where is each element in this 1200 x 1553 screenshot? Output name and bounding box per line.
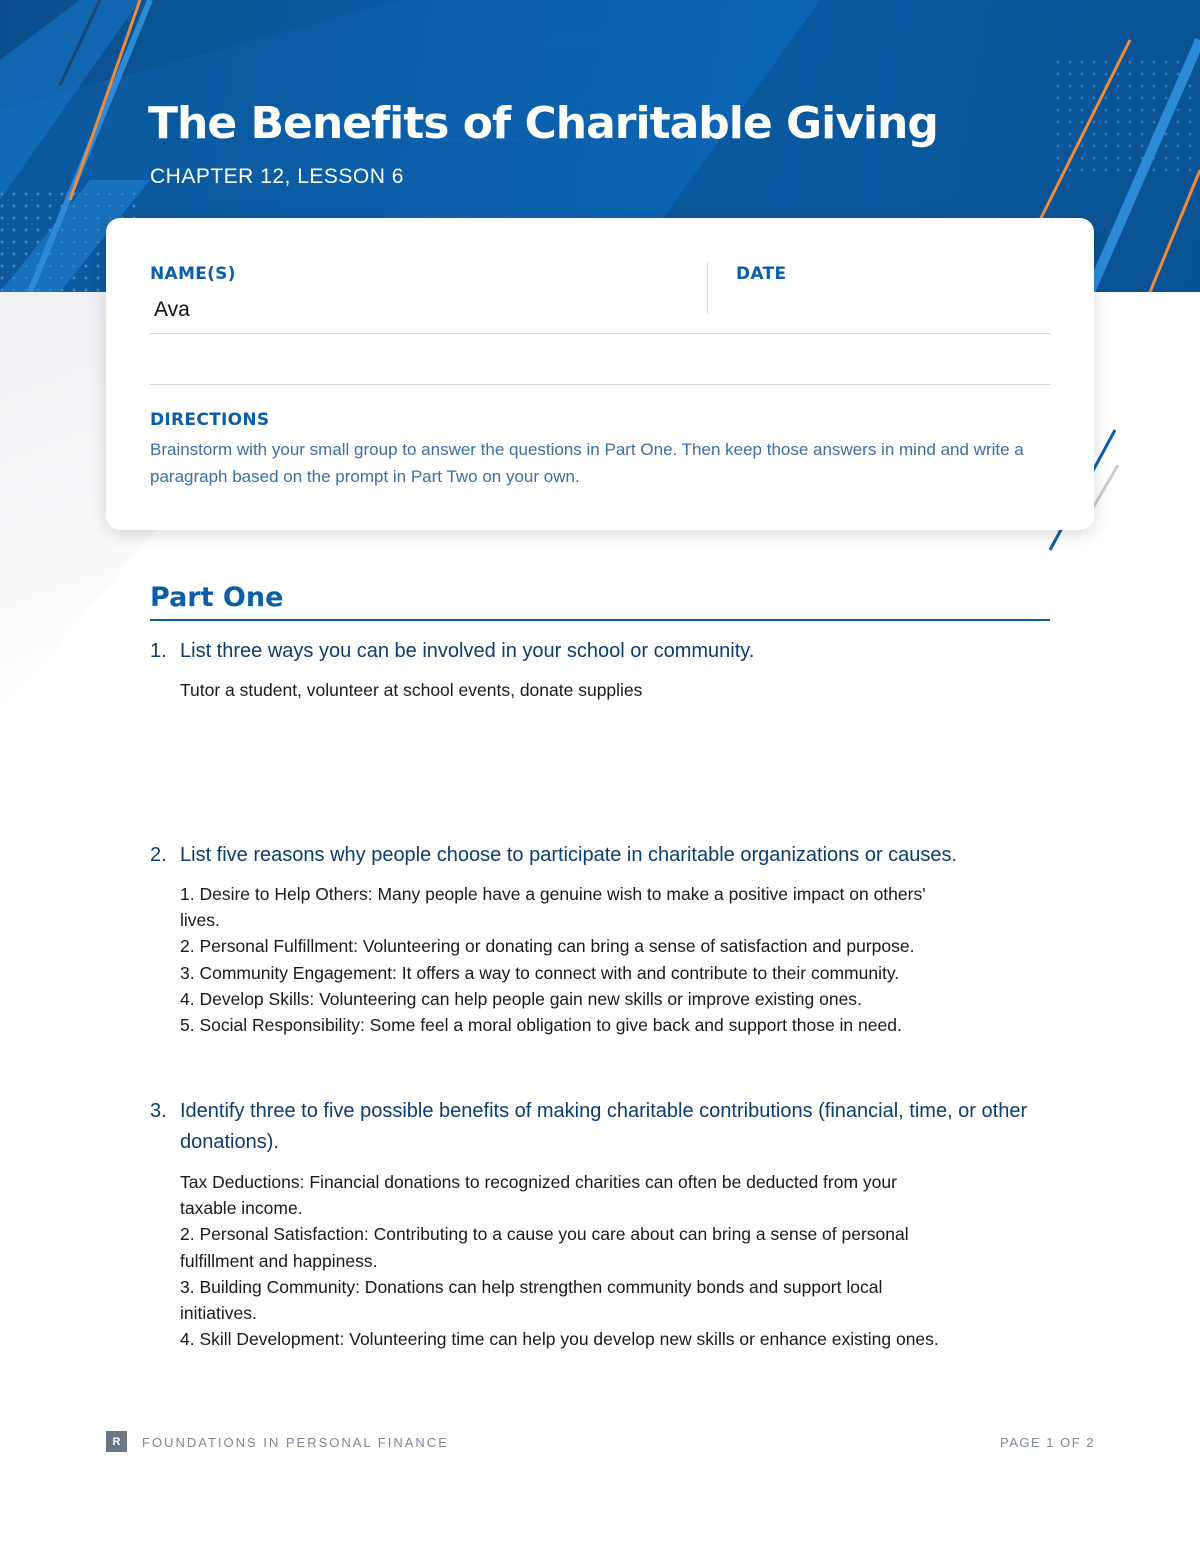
page-number: PAGE 1 OF 2 bbox=[999, 1435, 1095, 1450]
answer-line: 3. Building Community: Donations can help strengthen community bonds and support local bbox=[180, 1276, 883, 1297]
field-divider bbox=[707, 262, 708, 314]
question-2 bbox=[150, 840, 1050, 871]
question-number: 3. bbox=[150, 1100, 167, 1122]
section-divider bbox=[150, 384, 1050, 385]
directions-label: DIRECTIONS bbox=[150, 410, 270, 430]
ramsey-logo-icon: R bbox=[106, 1431, 127, 1452]
answer-line: 1. Desire to Help Others: Many people have a genuine wish to make a positive impact on others' bbox=[180, 884, 926, 904]
answer-line: 4. Develop Skills: Volunteering can help people gain new skills or improve existing ones. bbox=[180, 988, 862, 1009]
names-field[interactable]: Ava bbox=[154, 298, 190, 321]
answer-line: 2. Personal Satisfaction: Contributing to a cause you care about can bring a sense of personal bbox=[180, 1224, 909, 1245]
answer-line: 3. Community Engagement: It offers a way to connect with and contribute to their community. bbox=[180, 962, 900, 983]
answer-line: 4. Skill Development: Volunteering time can help you develop new skills or enhance existing ones. bbox=[180, 1329, 939, 1350]
answer-line: Tax Deductions: Financial donations to recognized charities can often be deducted from your bbox=[180, 1172, 897, 1192]
part-one-heading: Part One bbox=[150, 582, 284, 613]
date-field[interactable] bbox=[736, 298, 1046, 328]
date-label: DATE bbox=[736, 264, 787, 284]
question-1 bbox=[150, 636, 1050, 667]
question-number: 1. bbox=[150, 640, 167, 662]
info-card bbox=[106, 218, 1094, 530]
answer-line: taxable income. bbox=[180, 1198, 303, 1219]
page-title: The Benefits of Charitable Giving bbox=[148, 98, 938, 149]
answer-2[interactable] bbox=[180, 881, 1050, 1038]
question-3 bbox=[150, 1096, 1050, 1158]
answer-line: initiatives. bbox=[180, 1303, 257, 1324]
answer-line: Tutor a student, volunteer at school events, donate supplies bbox=[180, 680, 643, 700]
answer-1[interactable] bbox=[180, 677, 1050, 703]
chapter-lesson-subtitle: CHAPTER 12, LESSON 6 bbox=[150, 165, 404, 188]
question-text: Identify three to five possible benefits of making charitable contributions (financial, time, or other donations). bbox=[180, 1100, 1028, 1153]
answer-3[interactable] bbox=[180, 1169, 1050, 1353]
question-text: List five reasons why people choose to participate in charitable organizations or causes. bbox=[180, 844, 958, 866]
question-text: List three ways you can be involved in your school or community. bbox=[180, 640, 755, 662]
answer-line: 2. Personal Fulfillment: Volunteering or donating can bring a sense of satisfaction and purpose. bbox=[180, 936, 915, 957]
names-underline bbox=[150, 333, 1050, 334]
part-one-rule bbox=[150, 619, 1050, 621]
course-name: FOUNDATIONS IN PERSONAL FINANCE bbox=[142, 1435, 449, 1450]
directions-text: Brainstorm with your small group to answer the questions in Part One. Then keep those answers in mind and write a paragraph based on the prompt in Part Two on your own. bbox=[150, 440, 1024, 486]
names-label: NAME(S) bbox=[150, 264, 236, 284]
answer-line: lives. bbox=[180, 910, 220, 931]
answer-line: fulfillment and happiness. bbox=[180, 1250, 378, 1271]
question-number: 2. bbox=[150, 844, 167, 866]
answer-line: 5. Social Responsibility: Some feel a moral obligation to give back and support those in need. bbox=[180, 1015, 902, 1036]
